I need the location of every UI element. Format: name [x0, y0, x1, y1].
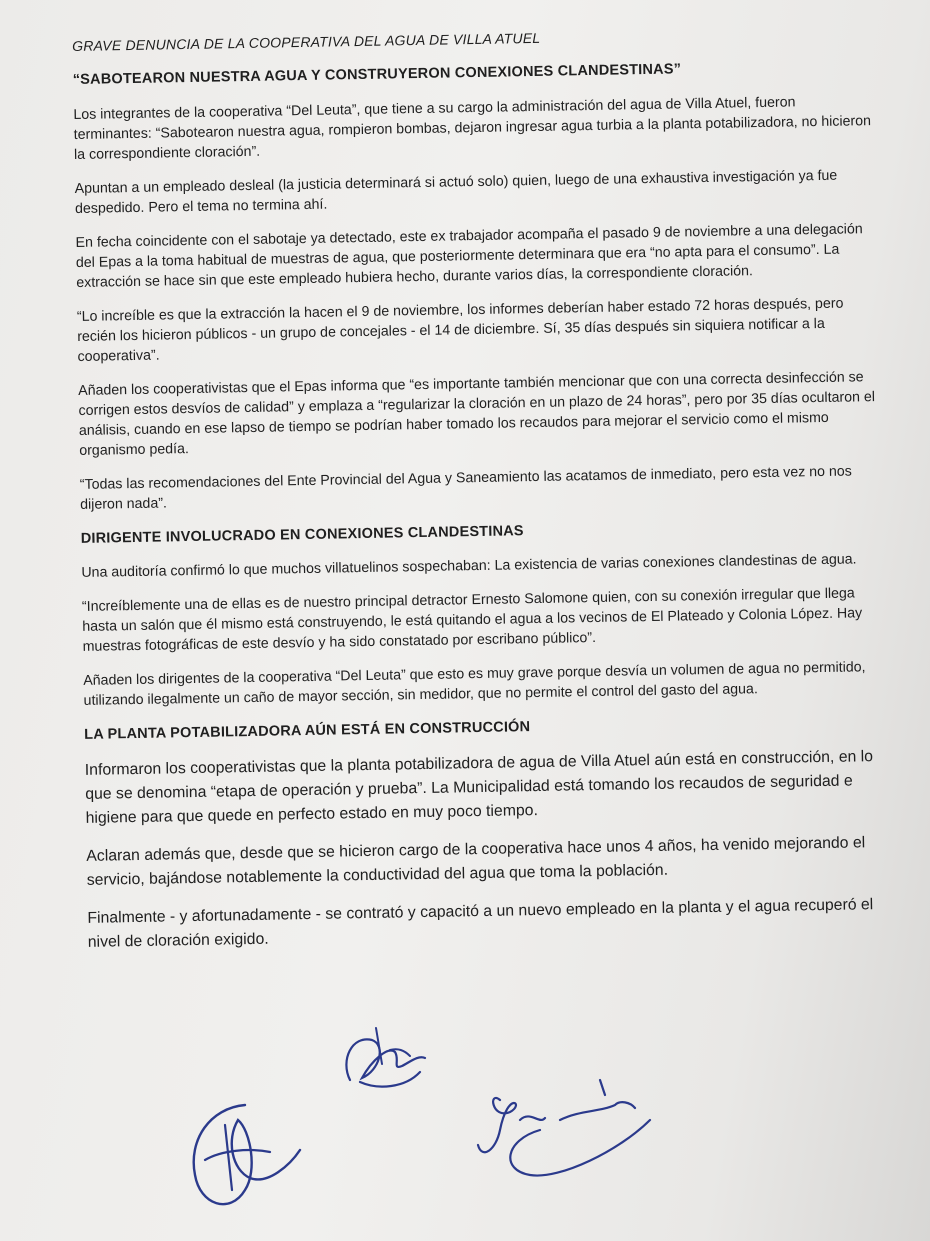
paragraph: En fecha coincidente con el sabotaje ya detectado, este ex trabajador acompaña el pasado 9 de noviembre a una delegación del Epas a la toma habitual de muestras de agua, que posteriormente determinara que era “no apta para el consumo”. La extracción se hace sin que este empleado hubiera hecho, durante varios días, la correspondiente cloración.: [75, 221, 863, 291]
paragraph: Aclaran además que, desde que se hicieron cargo de la cooperativa hace unos 4 años, ha venido mejorando el servicio, bajándose notablemente la conductividad del agua que toma la población.: [86, 834, 866, 889]
paragraph: Informaron los cooperativistas que la planta potabilizadora de agua de Villa Atuel aún está en construcción, en lo que se denomina “etapa de operación y prueba”. La Municipalidad está tomando los recaudos de seguridad e higiene para que quede en perfecto estado en muy poco tiempo.: [84, 748, 874, 827]
signature-name-1: Nilda Fernández: [266, 1086, 447, 1124]
signature-stroke: [346, 1039, 425, 1086]
paragraph: “Lo increíble es que la extracción la hacen el 9 de noviembre, los informes deberían haber estado 72 horas después, pero recién los hicieron públicos - un grupo de concejales - el 14 de diciembre. Sí, 35 días después sin siquiera notificar a la cooperativa”.: [76, 295, 844, 365]
paragraph: “Todas las recomendaciones del Ente Provincial del Agua y Saneamiento las acatamos de inmediato, pero esta vez no nos dijeron nada”.: [79, 463, 852, 513]
headline: “SABOTEARON NUESTRA AGUA Y CONSTRUYERON CONEXIONES CLANDESTINAS”: [72, 61, 682, 88]
section-title-dirigente: DIRIGENTE INVOLUCRADO EN CONEXIONES CLANDESTINAS: [80, 523, 524, 547]
signature-name-2: Alfonso Angel García: [553, 1154, 805, 1196]
handwritten-signature-left: [194, 1105, 300, 1204]
paragraph: Los integrantes de la cooperativa “Del Leuta”, que tiene a su cargo la administración del agua de Villa Atuel, fueron terminantes: “Sabotearon nuestra agua, rompieron bombas, dejaron ingresar agua turbia a la planta potabilizadora, no hicieron la correspondiente cloración”.: [73, 94, 872, 163]
kicker-line: GRAVE DENUNCIA DE LA COOPERATIVA DEL AGUA DE VILLA ATUEL: [72, 29, 541, 54]
section-title-planta: LA PLANTA POTABILIZADORA AÚN ESTÁ EN CONSTRUCCIÓN: [84, 719, 531, 743]
handwritten-signature-right: [478, 1080, 650, 1176]
paragraph: Finalmente - y afortunadamente - se contrató y capacitó a un nuevo empleado en la planta y el agua recuperó el nivel de cloración exigido.: [87, 896, 874, 951]
signature-stroke: [510, 1080, 650, 1176]
signature-stroke: [478, 1098, 635, 1152]
paragraph: Añaden los dirigentes de la cooperativa “Del Leuta” que esto es muy grave porque desvía un volumen de agua no permitido, utilizando ilegalmente un caño de mayor sección, sin medidor, que no permite el control del gasto del agua.: [83, 659, 866, 709]
paragraph: Una auditoría confirmó lo que muchos villatuelinos sospechaban: La existencia de varias conexiones clandestinas de agua.: [81, 551, 857, 581]
signature-stroke: [194, 1105, 300, 1204]
paragraph: Añaden los cooperativistas que el Epas informa que “es importante también mencionar que con una correcta desinfección se corrigen estos desvíos de calidad” y emplaza a “regularizar la cloración en un plazo de 24 horas”, pero por 35 días ocultaron el análisis, cuando en ese lapso de tiempo se podrían haber tomado los recaudos para mejorar el servicio como el mismo organismo pedía.: [78, 369, 876, 459]
signature-stroke: [376, 1028, 410, 1064]
paragraph: Apuntan a un empleado desleal (la justicia determinará si actuó solo) quien, luego de una exhaustiva investigación ya fue despedido. Pero el tema no termina ahí.: [74, 167, 838, 217]
paragraph: “Increíblemente una de ellas es de nuestro principal detractor Ernesto Salomone quien, con su conexión irregular que llega hasta un salón que él mismo está construyendo, le está quitando el agua a los vecinos de El Plateado y Colonia López. Hay muestras fotográficas de este desvío y ha sido constatado por escribano público”.: [81, 585, 863, 655]
signature-id-1: 25903227: [311, 1127, 425, 1155]
handwritten-signature-initials: [346, 1028, 425, 1087]
